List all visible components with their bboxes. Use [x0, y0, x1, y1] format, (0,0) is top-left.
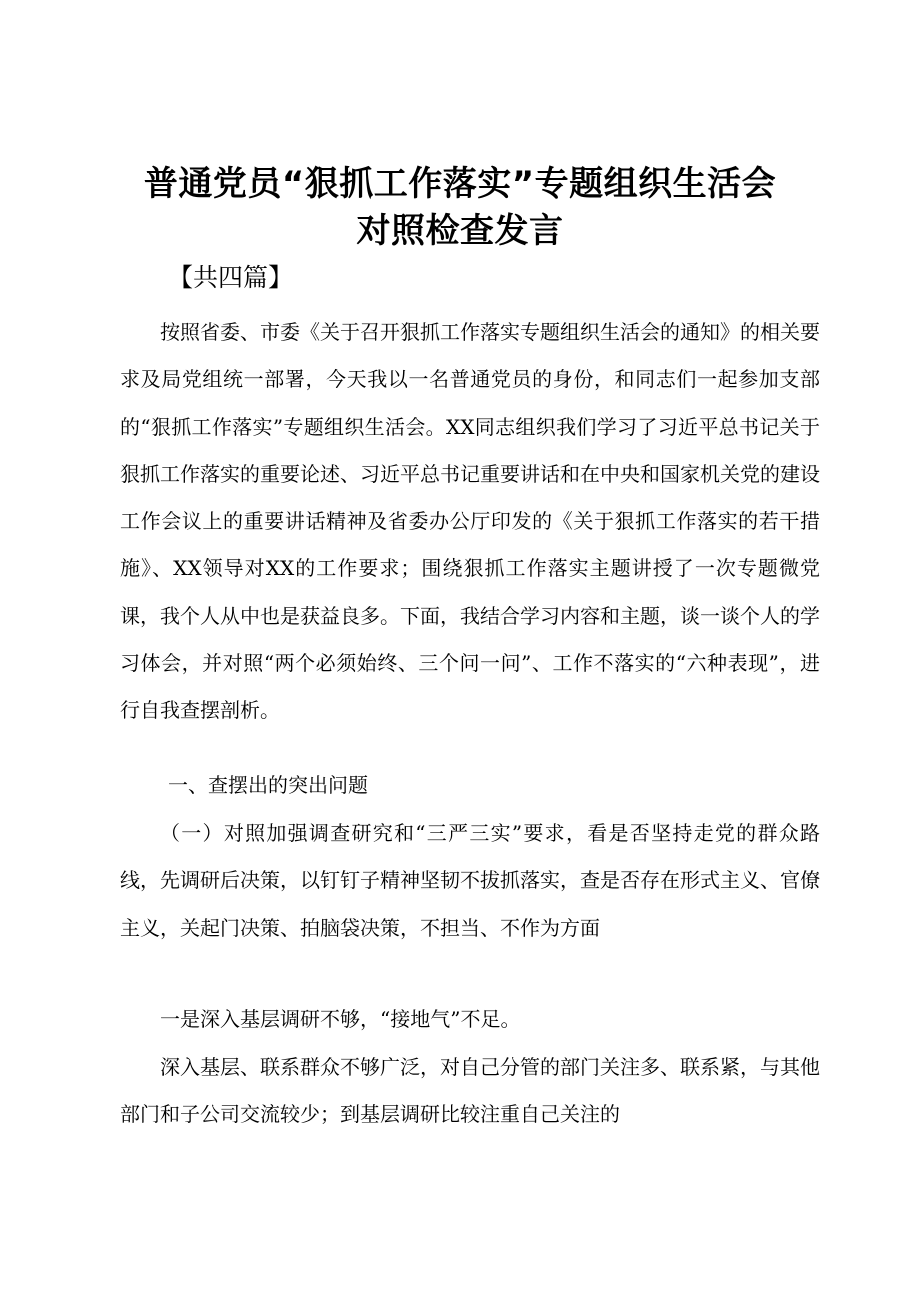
- detail-paragraph: 深入基层、联系群众不够广泛，对自己分管的部门关注多、联系紧，与其他部门和子公司交流较少；到基层调研比较注重自己关注的: [120, 1055, 820, 1127]
- point-paragraph: 一是深入基层调研不够，“接地气”不足。: [160, 1007, 521, 1031]
- section-tag: 【共四篇】: [168, 263, 294, 292]
- section-heading: 一、查摆出的突出问题: [168, 773, 368, 797]
- intro-paragraph: 按照省委、市委《关于召开狠抓工作落实专题组织生活会的通知》的相关要求及局党组统一部署，今天我以一名普通党员的身份，和同志们一起参加支部的“狠抓工作落实”专题组织生活会。XX同志组织我们学习了习近平总书记关于狠抓工作落实的重要论述、习近平总书记重要讲话和在中央和国家机关党的建设工作会议上的重要讲话精神及省委办公厅印发的《关于狠抓工作落实的若干措施》、XX领导对XX的工作要求；围绕狠抓工作落实主题讲授了一次专题微党课，我个人从中也是获益良多。下面，我结合学习内容和主题，谈一谈个人的学习体会，并对照“两个必须始终、三个问一问”、工作不落实的“六种表现”，进行自我查摆剖析。: [120, 320, 820, 723]
- subsection-paragraph: （一）对照加强调查研究和“三严三实”要求，看是否坚持走党的群众路线，先调研后决策，以钉钉子精神坚韧不拔抓落实，查是否存在形式主义、官僚主义，关起门决策、拍脑袋决策，不担当、不作为方面: [120, 821, 820, 940]
- document-title-line2: 对照检查发言: [356, 211, 564, 251]
- document-title-line1: 普通党员“狠抓工作落实”专题组织生活会: [143, 164, 777, 204]
